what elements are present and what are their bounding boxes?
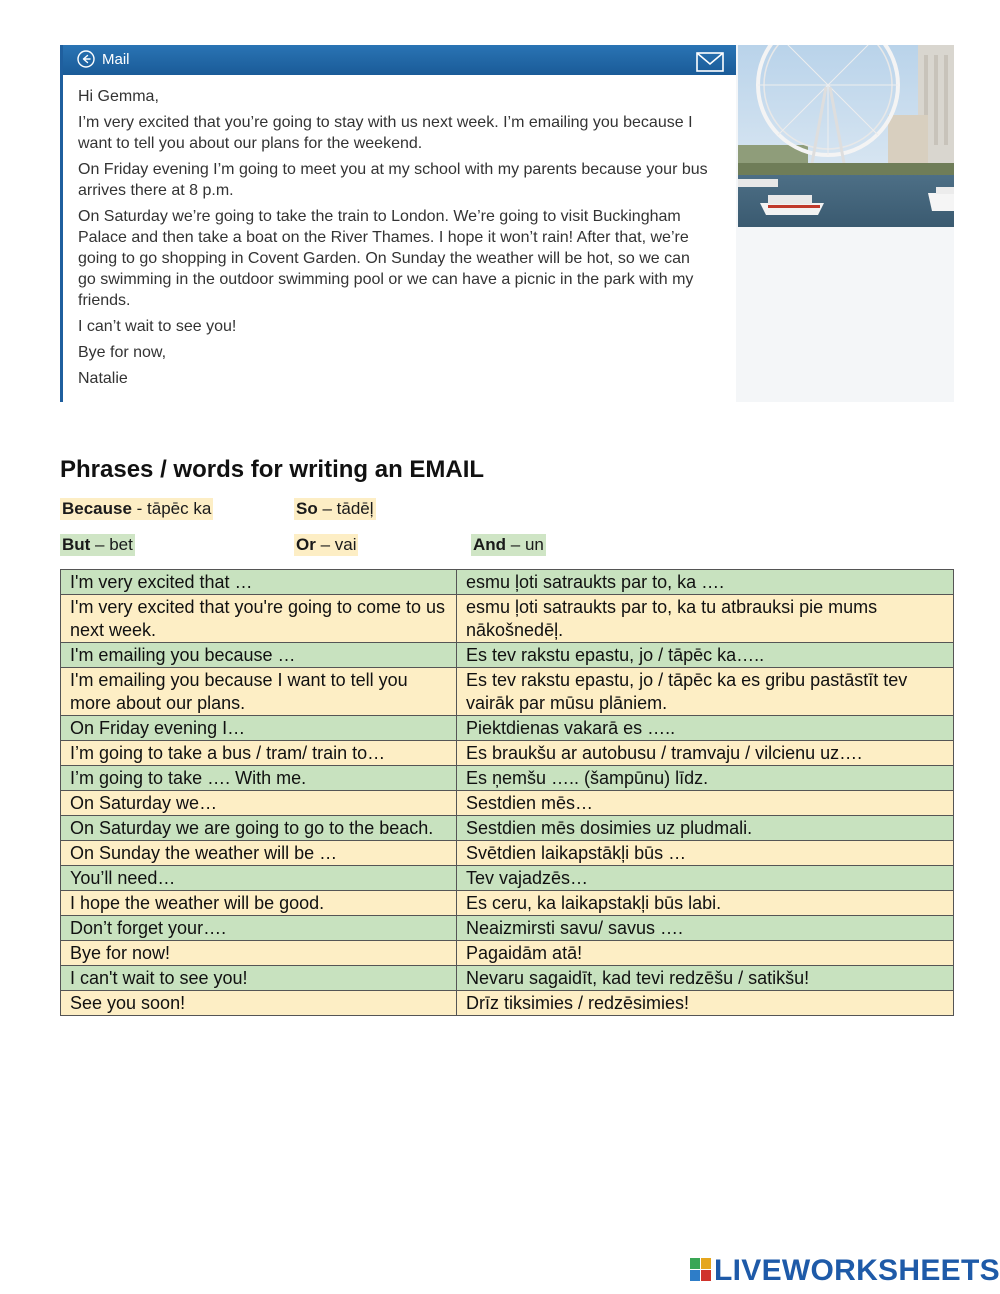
phrases-table-body: [61, 570, 954, 1016]
phrase-latvian: Es braukšu ar autobusu / tramvaju / vilcienu uz….: [457, 741, 954, 766]
phrase-english: I'm emailing you because I want to tell you more about our plans.: [61, 668, 457, 716]
logo-mark-icon: [690, 1258, 712, 1282]
table-row: [61, 741, 954, 766]
table-row: [61, 891, 954, 916]
word-or: [294, 534, 358, 556]
phrase-english: See you soon!: [61, 991, 457, 1016]
mail-greeting: Hi Gemma,: [78, 88, 159, 105]
mail-panel: [60, 45, 739, 402]
phrase-latvian: Es ņemšu ….. (šampūnu) līdz.: [457, 766, 954, 791]
phrase-latvian: Tev vajadzēs…: [457, 866, 954, 891]
phrase-english: I'm very excited that you're going to come to us next week.: [61, 595, 457, 643]
phrase-latvian: Es tev rakstu epastu, jo / tāpēc ka es gribu pastāstīt tev vairāk par mūsu plāniem.: [457, 668, 954, 716]
phrase-latvian: Neaizmirsti savu/ savus ….: [457, 916, 954, 941]
table-row: [61, 595, 954, 643]
phrase-latvian: Piektdienas vakarā es …..: [457, 716, 954, 741]
table-row: [61, 791, 954, 816]
mail-paragraph: I’m very excited that you’re going to stay with us next week. I’m emailing you because I want to tell you about our plans for the weekend.: [78, 114, 693, 152]
mail-paragraph: On Friday evening I’m going to meet you at my school with my parents because your bus arrives there at 8 p.m.: [78, 161, 708, 199]
word-term: Or: [296, 535, 316, 554]
mail-header: [63, 45, 736, 75]
table-row: [61, 643, 954, 668]
word-translation: – un: [506, 535, 544, 554]
mail-card: [60, 45, 954, 402]
phrase-latvian: esmu ļoti satraukts par to, ka ….: [457, 570, 954, 595]
mail-paragraph: On Saturday we’re going to take the train to London. We’re going to visit Buckingham Palace and then take a boat on the River Thames. I hope it won’t rain! After that, we’re going to go shopping in Covent Garden. On Sunday the weather will be hot, so we can go swimming in the outdoor swimming pool or we can have a picnic in the park with my friends.: [78, 208, 694, 309]
table-row: [61, 841, 954, 866]
word-translation: – vai: [315, 535, 357, 554]
phrase-english: On Friday evening I…: [61, 716, 457, 741]
table-row: [61, 816, 954, 841]
word-translation: - tāpēc ka: [131, 499, 212, 518]
word-and: [471, 534, 546, 556]
table-row: [61, 866, 954, 891]
word-term: Because: [62, 499, 132, 518]
phrase-latvian: Pagaidām atā!: [457, 941, 954, 966]
mail-body: [78, 86, 708, 394]
phrase-english: I’m going to take a bus / tram/ train to…: [61, 741, 457, 766]
phrase-english: On Saturday we are going to go to the beach.: [61, 816, 457, 841]
phrase-latvian: Sestdien mēs…: [457, 791, 954, 816]
phrase-latvian: Nevaru sagaidīt, kad tevi redzēšu / satikšu!: [457, 966, 954, 991]
table-row: [61, 941, 954, 966]
mail-paragraph: I can’t wait to see you!: [78, 318, 237, 335]
phrase-latvian: esmu ļoti satraukts par to, ka tu atbrauksi pie mums nākošnedēļ.: [457, 595, 954, 643]
word-term: And: [473, 535, 507, 554]
phrase-english: I'm emailing you because …: [61, 643, 457, 668]
envelope-icon[interactable]: [696, 52, 724, 72]
phrases-table: [60, 569, 954, 1016]
word-translation: – bet: [90, 535, 133, 554]
phrase-english: Don’t forget your….: [61, 916, 457, 941]
word-term: But: [62, 535, 91, 554]
phrase-english: I can't wait to see you!: [61, 966, 457, 991]
phrase-english: I’m going to take …. With me.: [61, 766, 457, 791]
phrase-latvian: Es tev rakstu epastu, jo / tāpēc ka…..: [457, 643, 954, 668]
table-row: [61, 570, 954, 595]
table-row: [61, 766, 954, 791]
phrase-latvian: Es ceru, ka laikapstakļi būs labi.: [457, 891, 954, 916]
phrase-english: I hope the weather will be good.: [61, 891, 457, 916]
london-eye-image: [738, 45, 954, 227]
section-title: Phrases / words for writing an EMAIL: [60, 456, 485, 483]
word-because: [60, 498, 213, 520]
logo-text: LIVEWORKSHEETS: [714, 1254, 1000, 1287]
table-row: [61, 716, 954, 741]
table-row: [61, 668, 954, 716]
word-but: [60, 534, 135, 556]
phrase-latvian: Sestdien mēs dosimies uz pludmali.: [457, 816, 954, 841]
phrase-english: I'm very excited that …: [61, 570, 457, 595]
table-row: [61, 991, 954, 1016]
phrase-english: You’ll need…: [61, 866, 457, 891]
phrase-latvian: Drīz tiksimies / redzēsimies!: [457, 991, 954, 1016]
word-so: [294, 498, 376, 520]
phrase-english: Bye for now!: [61, 941, 457, 966]
mail-signature: Natalie: [78, 370, 128, 387]
word-term: So: [296, 499, 318, 518]
back-arrow-icon[interactable]: [77, 50, 95, 68]
mail-paragraph: Bye for now,: [78, 344, 167, 361]
phrase-english: On Saturday we…: [61, 791, 457, 816]
mail-title: Mail: [102, 51, 130, 68]
phrase-latvian: Svētdien laikapstākļi būs …: [457, 841, 954, 866]
london-eye-photo: [736, 45, 954, 402]
table-row: [61, 966, 954, 991]
phrase-english: On Sunday the weather will be …: [61, 841, 457, 866]
table-row: [61, 916, 954, 941]
word-translation: – tādēļ: [317, 499, 374, 518]
